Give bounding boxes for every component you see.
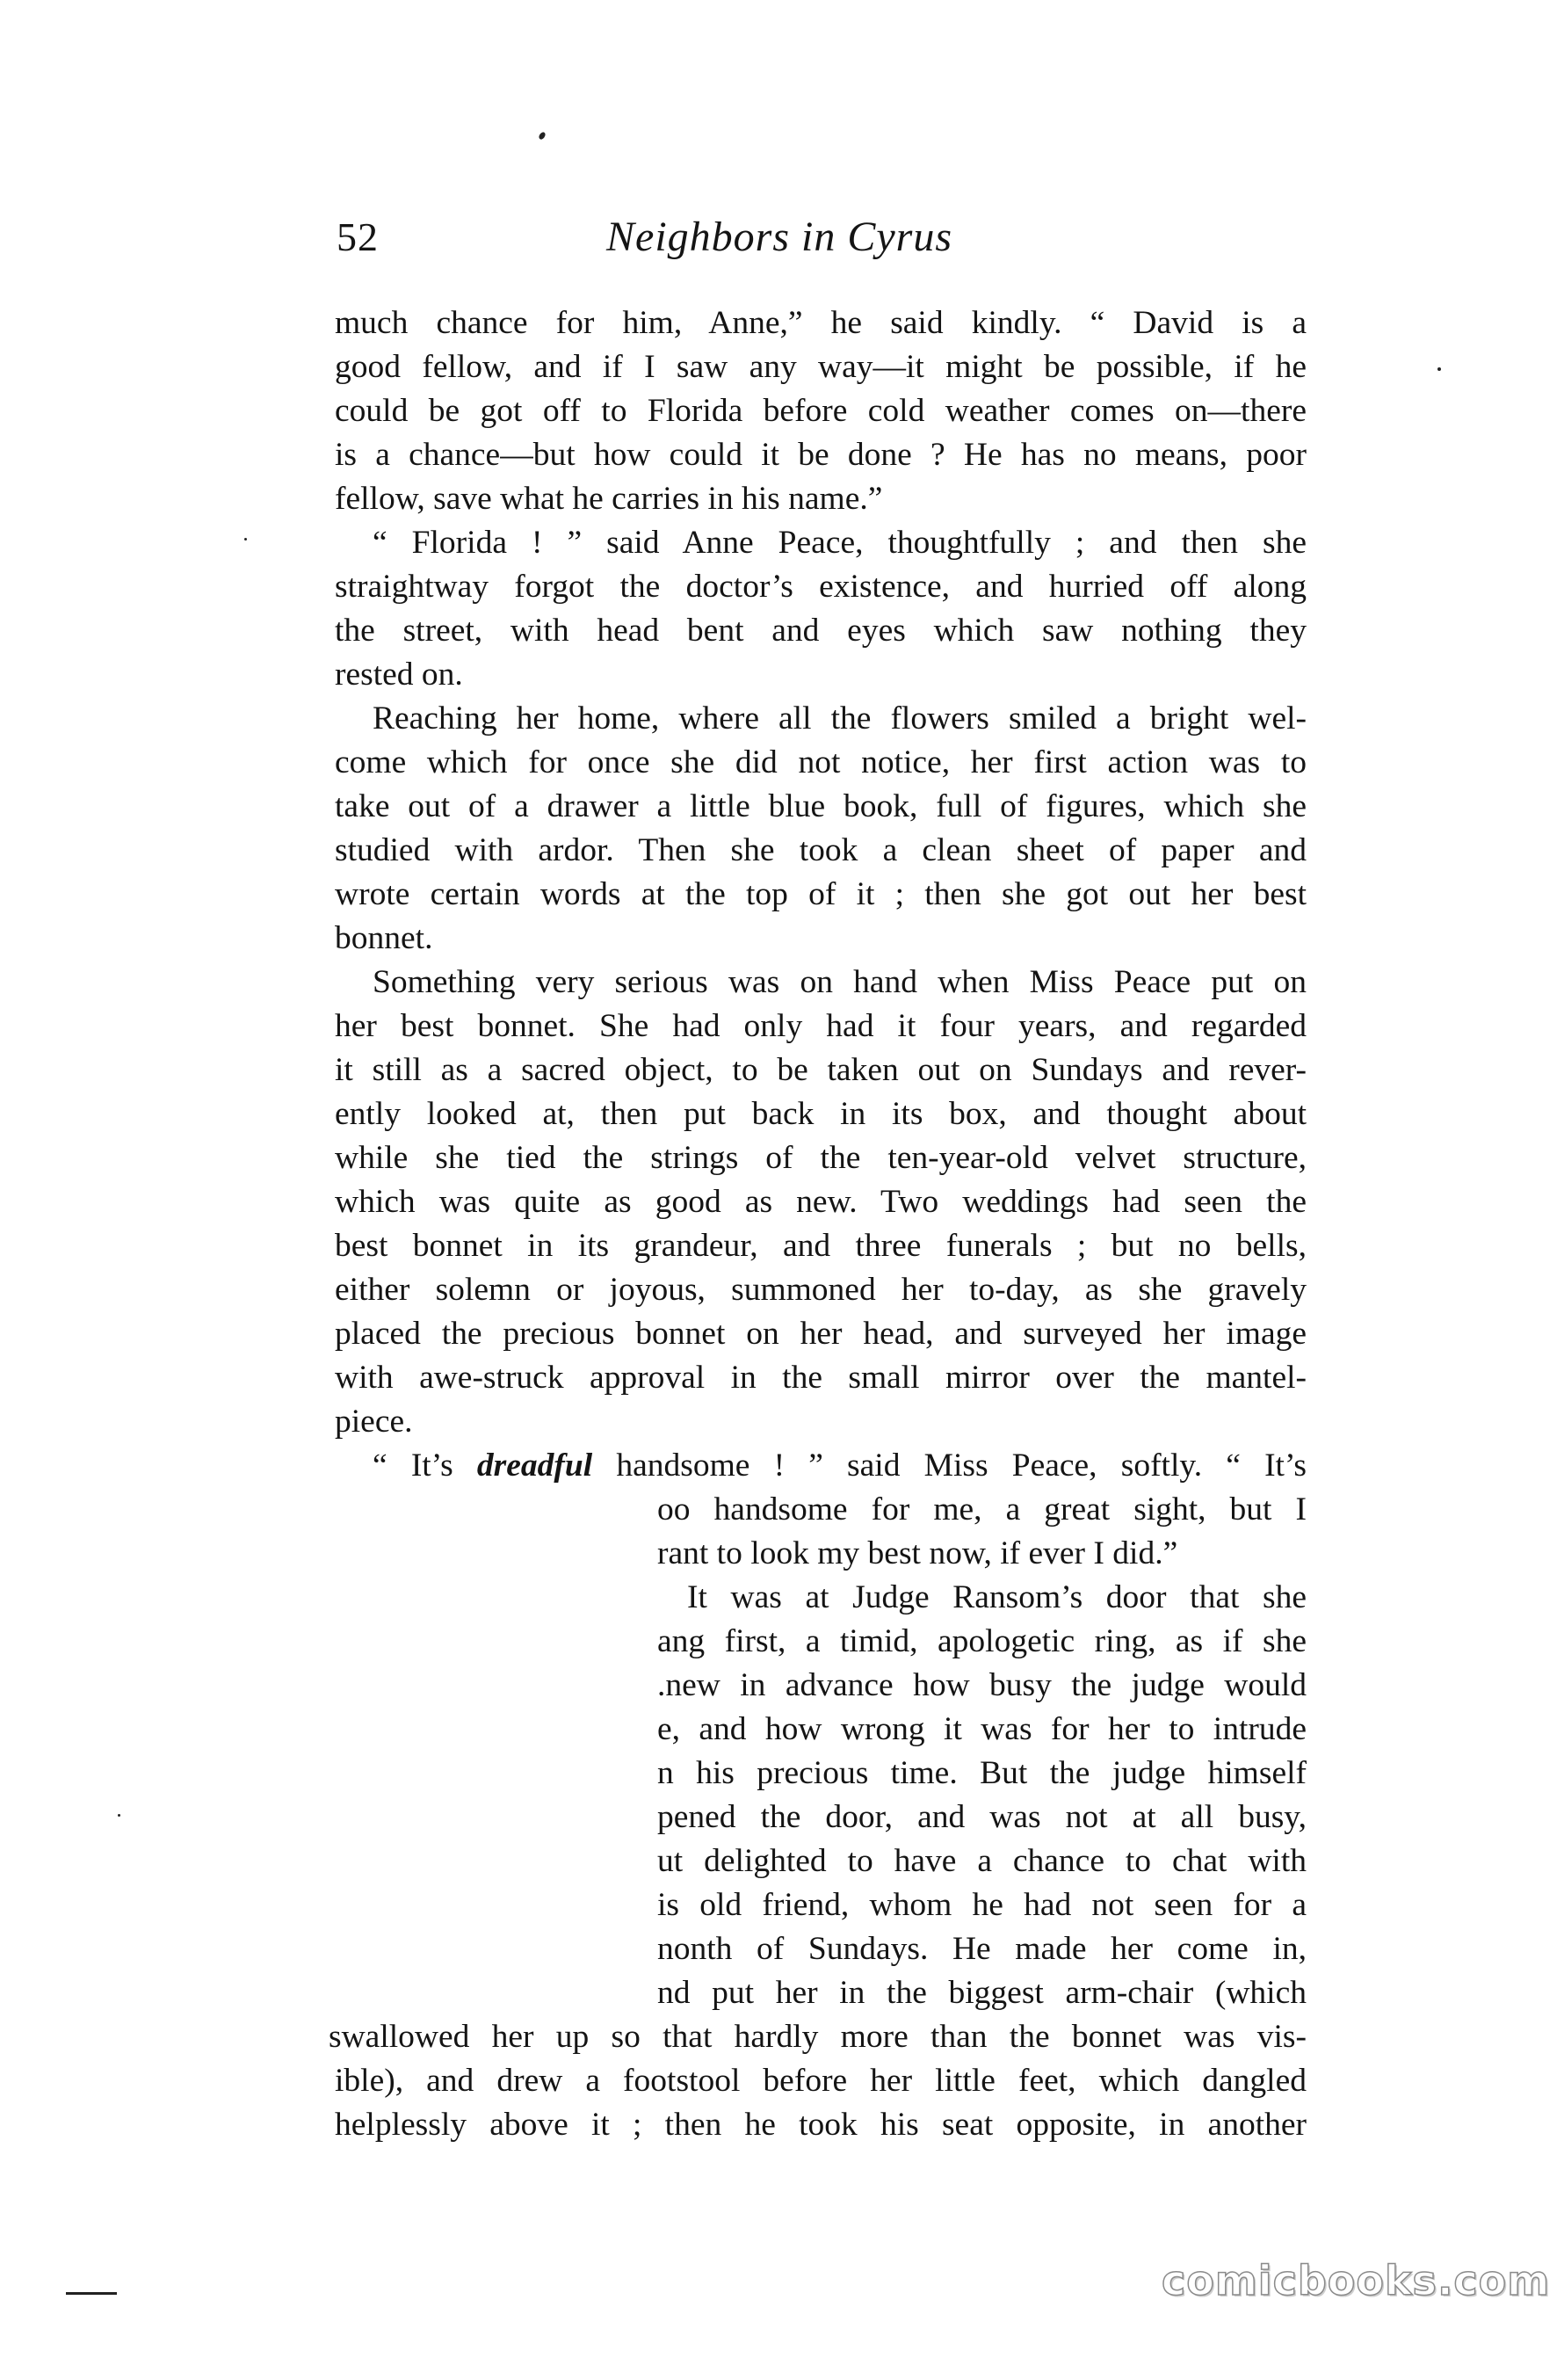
text-line: it still as a sacred object, to be taken out on Sundays and rever- (335, 1052, 1307, 1088)
running-title: Neighbors in Cyrus (606, 214, 953, 260)
text-line: .new in advance how busy the judge would (657, 1667, 1307, 1703)
text-line: could be got off to Florida before cold weather comes on—there (335, 393, 1307, 429)
text-line: nonth of Sundays. He made her come in, (657, 1931, 1307, 1967)
text-line: nd put her in the biggest arm-chair (which (657, 1975, 1307, 2011)
ink-speck (118, 1814, 120, 1817)
text-line: much chance for him, Anne,” he said kindly. “ David is a (335, 305, 1307, 341)
ink-speck (538, 131, 547, 141)
text-line: placed the precious bonnet on her head, and surveyed her image (335, 1316, 1307, 1352)
text-line: Reaching her home, where all the flowers smiled a bright wel- (373, 700, 1307, 736)
text-line: e, and how wrong it was for her to intrude (657, 1711, 1307, 1747)
emphasis-word: dreadful (476, 1448, 593, 1484)
text-line: “ Florida ! ” said Anne Peace, thoughtfully ; and then she (373, 525, 1307, 561)
text-line: studied with ardor. Then she took a clean sheet of paper and (335, 832, 1307, 868)
text-line: oo handsome for me, a great sight, but I (657, 1491, 1307, 1527)
text-line: rant to look my best now, if ever I did.” (657, 1535, 1178, 1571)
text-line: pened the door, and was not at all busy, (657, 1799, 1307, 1835)
ink-speck (1437, 367, 1441, 371)
margin-rule (66, 2292, 117, 2295)
text-line: bonnet. (335, 920, 433, 956)
text-line: good fellow, and if I saw any way—it might be possible, if he (335, 349, 1307, 385)
text-line: wrote certain words at the top of it ; then she got out her best (335, 876, 1307, 912)
text-line: which was quite as good as new. Two weddings had seen the (335, 1184, 1307, 1220)
text-line: rested on. (335, 657, 463, 693)
text-line: come which for once she did not notice, her first action was to (335, 744, 1307, 780)
text-line: ible), and drew a footstool before her little feet, which dangled (335, 2063, 1307, 2099)
text-line: ut delighted to have a chance to chat with (657, 1843, 1307, 1879)
text-line: the street, with head bent and eyes which saw nothing they (335, 613, 1307, 649)
text-run: “ It’s (373, 1448, 477, 1484)
text-line: straightway forgot the doctor’s existence, and hurried off along (335, 569, 1307, 605)
text-line: It was at Judge Ransom’s door that she (687, 1579, 1307, 1615)
text-line (373, 1444, 1307, 1488)
text-line: either solemn or joyous, summoned her to-day, as she gravely (335, 1272, 1307, 1308)
text-line: ently looked at, then put back in its box, and thought about (335, 1096, 1307, 1132)
ink-speck (244, 538, 247, 541)
text-line: Something very serious was on hand when Miss Peace put on (373, 964, 1307, 1000)
text-line: with awe-struck approval in the small mirror over the mantel- (335, 1360, 1307, 1396)
text-line: swallowed her up so that hardly more than the bonnet was vis- (329, 2019, 1307, 2055)
text-line: is old friend, whom he had not seen for a (657, 1887, 1307, 1923)
text-line: is a chance—but how could it be done ? He has no means, poor (335, 437, 1307, 473)
text-line: fellow, save what he carries in his name.” (335, 481, 883, 517)
text-line: while she tied the strings of the ten-year-old velvet structure, (335, 1140, 1307, 1176)
text-line: her best bonnet. She had only had it four years, and regarded (335, 1008, 1307, 1044)
text-line: take out of a drawer a little blue book, full of figures, which she (335, 788, 1307, 824)
text-line: helplessly above it ; then he took his seat opposite, in another (335, 2107, 1307, 2143)
text-line: n his precious time. But the judge himself (657, 1755, 1307, 1791)
text-line: best bonnet in its grandeur, and three funerals ; but no bells, (335, 1228, 1307, 1264)
page-number: 52 (337, 214, 379, 259)
watermark: comicbooks.com (1162, 2257, 1551, 2304)
text-line: ang first, a timid, apologetic ring, as if she (657, 1623, 1307, 1659)
text-line: piece. (335, 1404, 413, 1440)
text-run: handsome ! ” said Miss Peace, softly. “ It’s (592, 1448, 1307, 1484)
